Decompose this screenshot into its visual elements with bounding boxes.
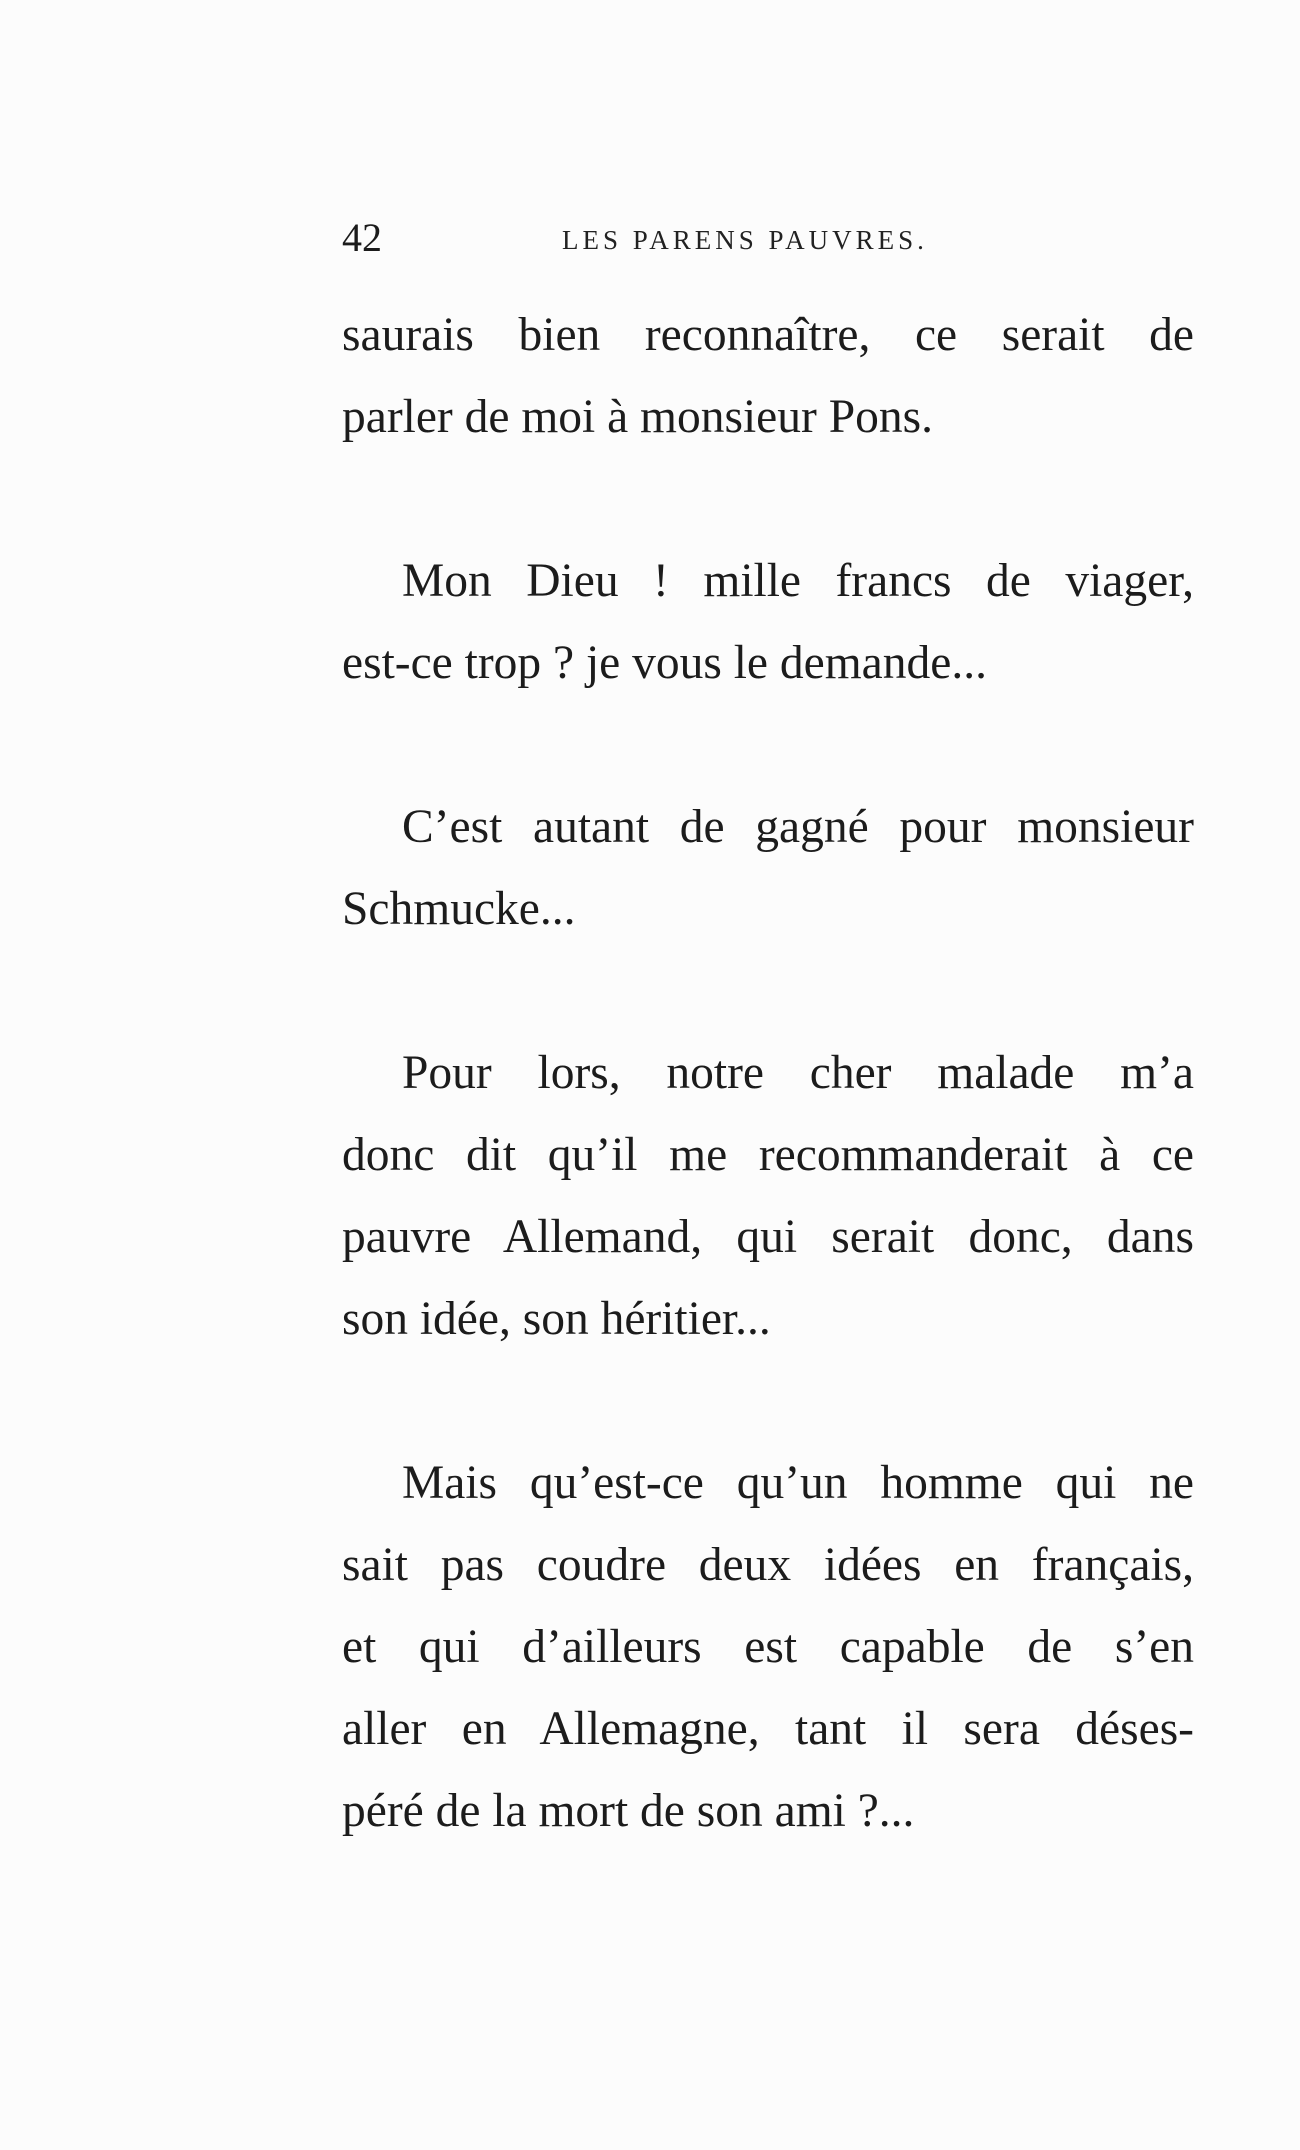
- paragraph-3: [342, 786, 1194, 950]
- text-line: et qui d’ailleurs est capable de s’en: [342, 1621, 1194, 1673]
- paragraph-5: [342, 1442, 1194, 1852]
- text-line: aller en Allemagne, tant il sera déses-: [342, 1703, 1194, 1755]
- text-line: Pour lors, notre cher malade m’a: [402, 1047, 1194, 1099]
- paragraph-gap: [342, 458, 1194, 540]
- text-line: saurais bien reconnaître, ce serait de: [342, 309, 1194, 361]
- text-line: est-ce trop ? je vous le demande...: [342, 637, 987, 689]
- text-line: parler de moi à monsieur Pons.: [342, 391, 933, 443]
- paragraph-gap: [342, 950, 1194, 1032]
- paragraph-1: [342, 294, 1194, 458]
- running-head: [342, 212, 1194, 264]
- text-line: pauvre Allemand, qui serait donc, dans: [342, 1211, 1194, 1263]
- text-line: Mais qu’est-ce qu’un homme qui ne: [402, 1457, 1194, 1509]
- text-line: Schmucke...: [342, 883, 576, 935]
- text-line: Mon Dieu ! mille francs de viager,: [402, 555, 1194, 607]
- text-block: [342, 212, 1194, 1852]
- text-line: sait pas coudre deux idées en français,: [342, 1539, 1194, 1591]
- text-line: C’est autant de gagné pour monsieur: [402, 801, 1194, 853]
- page-number: 42: [342, 215, 382, 260]
- text-line: donc dit qu’il me recommanderait à ce: [342, 1129, 1194, 1181]
- paragraph-4: [342, 1032, 1194, 1360]
- running-title: LES PARENS PAUVRES.: [562, 225, 928, 255]
- paragraph-gap: [342, 1360, 1194, 1442]
- paragraph-gap: [342, 704, 1194, 786]
- paragraph-2: [342, 540, 1194, 704]
- text-line: son idée, son héritier...: [342, 1293, 771, 1345]
- text-line: péré de la mort de son ami ?...: [342, 1785, 915, 1837]
